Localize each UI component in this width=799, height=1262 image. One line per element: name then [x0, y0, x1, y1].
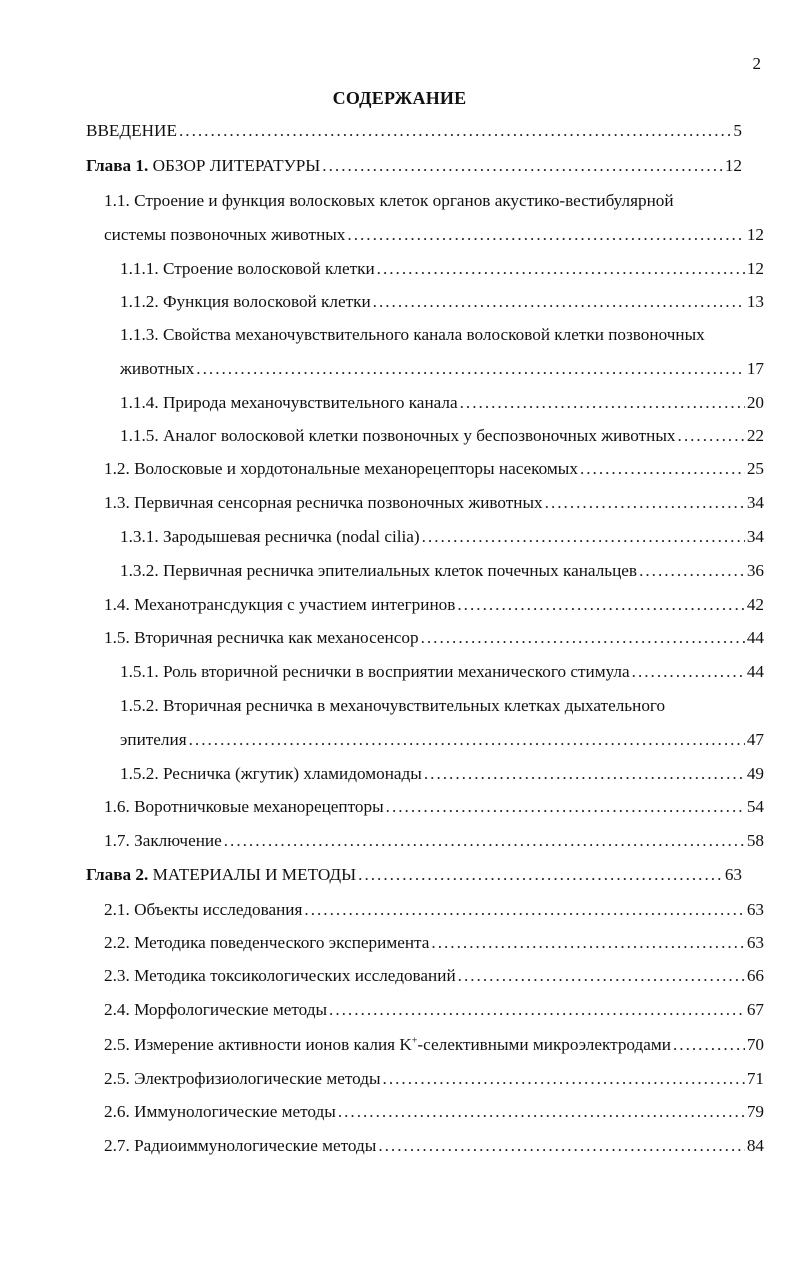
toc-entry-label: 1.7. Заключение — [104, 831, 222, 850]
toc-entry[interactable] — [86, 120, 742, 142]
toc-entry-page: 20 — [746, 393, 764, 412]
toc-entry-page: 63 — [746, 900, 764, 919]
leader-dots — [189, 729, 745, 751]
leader-dots — [457, 594, 744, 616]
toc-entry-page: 17 — [746, 359, 764, 378]
leader-dots — [383, 1068, 745, 1090]
label-part: 2.5. Измерение активности ионов калия K — [104, 1035, 412, 1054]
toc-entry-label: 1.3. Первичная сенсорная ресничка позвоночных животных — [104, 493, 543, 512]
toc-entry-label: 1.5. Вторичная ресничка как механосенсор — [104, 628, 419, 647]
leader-dots — [639, 560, 745, 582]
toc-entry-line1: 1.5.2. Вторичная ресничка в механочувствительных клетках дыхательного — [120, 696, 666, 715]
leader-dots — [377, 258, 745, 280]
toc-entry-page: 63 — [746, 933, 764, 952]
toc-entry-line1: 1.1. Строение и функция волосковых клеток органов акустико-вестибулярной — [104, 191, 674, 210]
toc-entry[interactable] — [120, 425, 764, 447]
toc-entry-page: 70 — [746, 1035, 764, 1054]
leader-dots — [458, 965, 745, 987]
toc-entry-label: 1.3.1. Зародышевая ресничка (nodal cilia) — [120, 527, 420, 546]
toc-entry[interactable] — [104, 1034, 764, 1056]
superscript-plus: + — [411, 1035, 418, 1047]
toc-entry-label: 1.1.2. Функция волосковой клетки — [120, 292, 371, 311]
toc-entry-label: ВВЕДЕНИЕ — [86, 121, 177, 140]
toc-entry[interactable] — [120, 763, 764, 785]
toc-entry-label — [86, 864, 356, 886]
page-number: 2 — [752, 54, 761, 73]
leader-dots — [196, 358, 745, 380]
leader-dots — [322, 155, 723, 177]
toc-entry-label: 1.1.4. Природа механочувствительного канала — [120, 393, 458, 412]
leader-dots — [545, 492, 745, 514]
toc-entry[interactable] — [104, 999, 764, 1021]
leader-dots — [304, 899, 744, 921]
toc-entry[interactable] — [104, 1135, 764, 1157]
toc-entry-label — [86, 155, 320, 177]
leader-dots — [329, 999, 745, 1021]
toc-entry-label — [104, 1034, 671, 1056]
toc-entry-label: 2.6. Иммунологические методы — [104, 1102, 336, 1121]
toc-entry-label: системы позвоночных животных — [104, 225, 346, 244]
toc-entry[interactable] — [120, 560, 764, 582]
toc-entry-page: 12 — [746, 259, 764, 278]
toc-entry-page: 49 — [746, 764, 764, 783]
leader-dots — [179, 120, 731, 142]
toc-chapter-entry[interactable] — [86, 864, 742, 886]
toc-entry[interactable] — [104, 627, 764, 649]
leader-dots — [422, 526, 745, 548]
toc-entry-page: 58 — [746, 831, 764, 850]
toc-entry[interactable] — [120, 526, 764, 548]
leader-dots — [347, 224, 744, 246]
toc-entry-page: 44 — [746, 628, 764, 647]
toc-entry[interactable] — [104, 492, 764, 514]
leader-dots — [224, 830, 745, 852]
toc-entry-page: 36 — [746, 561, 764, 580]
toc-entry-page: 67 — [746, 1000, 764, 1019]
toc-entry[interactable] — [120, 661, 764, 683]
toc-entry-page: 25 — [746, 459, 764, 478]
toc-entry[interactable] — [120, 392, 764, 414]
toc-entry-label: 1.3.2. Первичная ресничка эпителиальных клеток почечных канальцев — [120, 561, 638, 580]
leader-dots — [358, 864, 723, 886]
leader-dots — [460, 392, 745, 414]
toc-title: СОДЕРЖАНИЕ — [332, 88, 467, 108]
toc-entry-page: 54 — [746, 797, 764, 816]
leader-dots — [338, 1101, 745, 1123]
toc-entry-label: 1.2. Волосковые и хордотональные механорецепторы насекомых — [104, 459, 578, 478]
toc-entry-label: 2.1. Объекты исследования — [104, 900, 303, 919]
toc-entry-label: 1.5.1. Роль вторичной реснички в восприятии механического стимула — [120, 662, 630, 681]
toc-entry[interactable] — [104, 796, 764, 818]
chapter-title: МАТЕРИАЛЫ И МЕТОДЫ — [148, 865, 357, 884]
toc-entry[interactable] — [120, 291, 764, 313]
toc-entry-page: 34 — [746, 527, 764, 546]
toc-entry[interactable] — [120, 358, 764, 380]
leader-dots — [421, 627, 745, 649]
toc-entry-page: 12 — [746, 225, 764, 244]
toc-entry-line1: 1.1.3. Свойства механочувствительного канала волосковой клетки позвоночных — [120, 325, 705, 344]
label-part: -селективными микроэлектродами — [417, 1035, 671, 1054]
toc-entry-label: 2.2. Методика поведенческого эксперимента — [104, 933, 430, 952]
toc-entry[interactable] — [104, 899, 764, 921]
chapter-number: Глава 2. — [86, 865, 149, 884]
toc-entry[interactable] — [104, 458, 764, 480]
leader-dots — [580, 458, 745, 480]
toc-entry-page: 34 — [746, 493, 764, 512]
toc-entry-label: 1.5.2. Ресничка (жгутик) хламидомонады — [120, 764, 422, 783]
toc-entry-page: 22 — [746, 426, 764, 445]
toc-entry-page: 13 — [746, 292, 764, 311]
toc-entry[interactable] — [104, 224, 764, 246]
toc-entry-label: 2.7. Радиоиммунологические методы — [104, 1136, 377, 1155]
toc-entry-label: 1.1.5. Аналог волосковой клетки позвоночных у беспозвоночных животных — [120, 426, 676, 445]
leader-dots — [673, 1034, 745, 1056]
leader-dots — [373, 291, 745, 313]
toc-chapter-entry[interactable] — [86, 155, 742, 177]
toc-entry[interactable] — [104, 830, 764, 852]
toc-entry-page: 84 — [746, 1136, 764, 1155]
leader-dots — [431, 932, 744, 954]
leader-dots — [378, 1135, 744, 1157]
toc-entry-page: 47 — [746, 730, 764, 749]
toc-entry[interactable] — [104, 594, 764, 616]
leader-dots — [424, 763, 745, 785]
toc-entry[interactable] — [104, 932, 764, 954]
leader-dots — [632, 661, 745, 683]
toc-entry-label: 2.4. Морфологические методы — [104, 1000, 328, 1019]
toc-entry-page: 71 — [746, 1069, 764, 1088]
leader-dots — [386, 796, 745, 818]
toc-entry-label: 2.3. Методика токсикологических исследований — [104, 966, 456, 985]
toc-entry-page: 5 — [733, 121, 742, 140]
toc-entry-page: 79 — [746, 1102, 764, 1121]
leader-dots — [678, 425, 745, 447]
toc-entry-page: 63 — [724, 865, 742, 884]
toc-entry[interactable] — [104, 1101, 764, 1123]
toc-entry-label: животных — [120, 359, 195, 378]
chapter-number: Глава 1. — [86, 156, 149, 175]
toc-entry-page: 42 — [746, 595, 764, 614]
toc-entry-page: 44 — [746, 662, 764, 681]
toc-entry-label: 1.4. Механотрансдукция с участием интегринов — [104, 595, 456, 614]
toc-entry-label: 2.5. Электрофизиологические методы — [104, 1069, 381, 1088]
toc-entry[interactable] — [104, 1068, 764, 1090]
toc-entry-page: 12 — [724, 156, 742, 175]
toc-entry[interactable] — [104, 965, 764, 987]
toc-entry-label: эпителия — [120, 730, 187, 749]
toc-entry[interactable] — [120, 729, 764, 751]
chapter-title: ОБЗОР ЛИТЕРАТУРЫ — [148, 156, 321, 175]
toc-entry-label: 1.6. Воротничковые механорецепторы — [104, 797, 384, 816]
toc-entry-label: 1.1.1. Строение волосковой клетки — [120, 259, 375, 278]
toc-entry-page: 66 — [746, 966, 764, 985]
toc-entry[interactable] — [120, 258, 764, 280]
